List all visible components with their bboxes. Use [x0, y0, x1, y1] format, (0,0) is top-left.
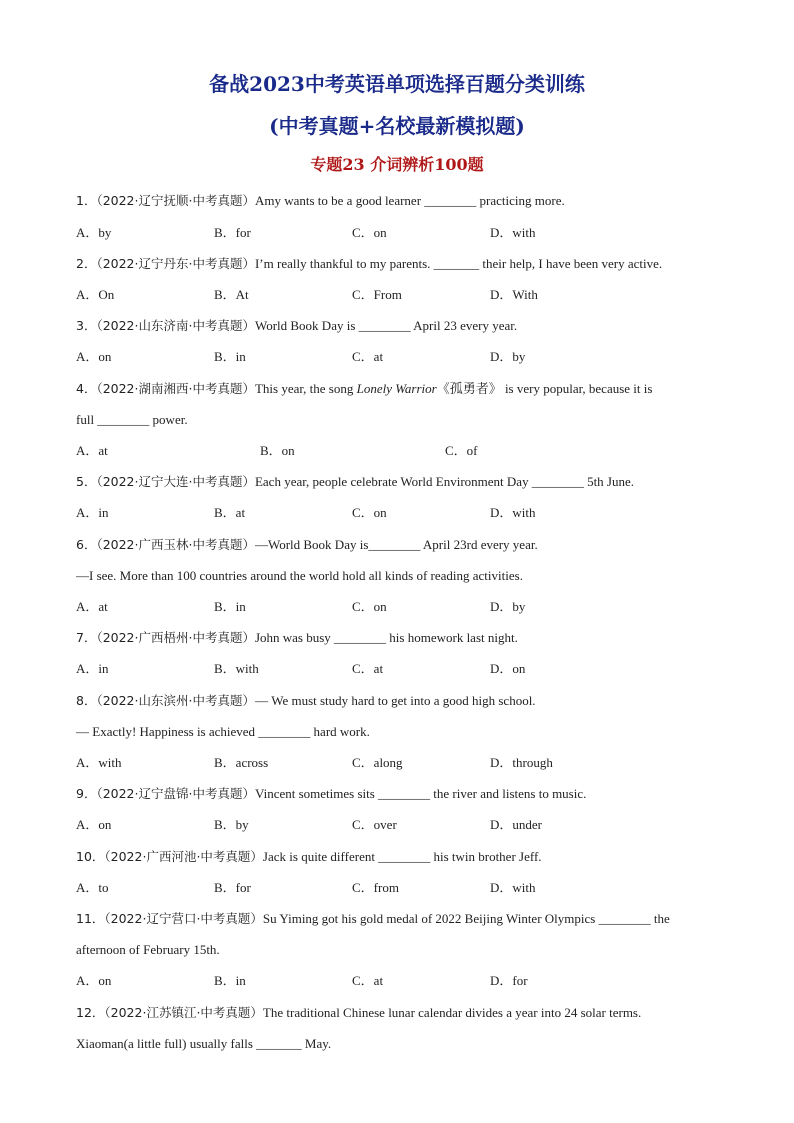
option-b[interactable]: B．across	[214, 755, 269, 770]
question-1	[76, 193, 565, 209]
question-source: 10．（2022·广西河池·中考真题）	[76, 849, 263, 864]
option-b[interactable]: B．in	[214, 349, 246, 364]
option-a[interactable]: A．on	[76, 973, 112, 988]
question-source: 12．（2022·江苏镇江·中考真题）	[76, 1005, 263, 1020]
option-b[interactable]: B．with	[214, 661, 259, 676]
option-d[interactable]: D．with	[490, 880, 536, 895]
question-source: 6．（2022·广西玉林·中考真题）	[76, 537, 255, 552]
option-d[interactable]: D．under	[490, 817, 542, 832]
option-a[interactable]: A．with	[76, 755, 122, 770]
option-c[interactable]: C．at	[352, 349, 384, 364]
option-c[interactable]: C．on	[352, 225, 387, 240]
option-c[interactable]: C．along	[352, 755, 403, 770]
option-d[interactable]: D．through	[490, 755, 553, 770]
option-d[interactable]: D．on	[490, 661, 526, 676]
option-d[interactable]: D．by	[490, 349, 526, 364]
question-9	[76, 786, 586, 802]
question-10	[76, 849, 542, 865]
question-8-line2: — Exactly! Happiness is achieved ________ hard work.	[76, 724, 370, 739]
question-text: Vincent sometimes sits ________ the river and listens to music.	[254, 786, 587, 801]
question-6	[76, 537, 538, 553]
option-d[interactable]: D．for	[490, 973, 528, 988]
option-a[interactable]: A．at	[76, 599, 108, 614]
option-a[interactable]: A．by	[76, 225, 112, 240]
question-4-line2: full ________ power.	[76, 412, 188, 427]
option-c[interactable]: C．on	[352, 505, 387, 520]
question-text: John was busy ________ his homework last night.	[254, 630, 518, 645]
option-b[interactable]: B．for	[214, 225, 251, 240]
question-source: 11．（2022·辽宁营口·中考真题）	[76, 911, 263, 926]
option-d[interactable]: D．With	[490, 287, 538, 302]
question-text: World Book Day is ________ April 23 every year.	[254, 318, 518, 333]
option-a[interactable]: A．to	[76, 880, 109, 895]
option-b[interactable]: B．by	[214, 817, 249, 832]
question-3	[76, 318, 517, 334]
option-c[interactable]: C．at	[352, 661, 384, 676]
option-a[interactable]: A．in	[76, 661, 109, 676]
question-text-start: This year, the song	[254, 381, 357, 396]
option-d[interactable]: D．with	[490, 225, 536, 240]
option-c[interactable]: C．from	[352, 880, 399, 895]
question-source: 5．（2022·辽宁大连·中考真题）	[76, 474, 255, 489]
question-source: 1．（2022·辽宁抚顺·中考真题）	[76, 193, 255, 208]
option-c[interactable]: C．of	[445, 443, 478, 458]
question-text: The traditional Chinese lunar calendar divides a year into 24 solar terms.	[262, 1005, 642, 1020]
option-b[interactable]: B．in	[214, 599, 246, 614]
question-source: 3．（2022·山东济南·中考真题）	[76, 318, 255, 333]
option-b[interactable]: B．on	[260, 443, 295, 458]
option-b[interactable]: B．for	[214, 880, 251, 895]
option-a[interactable]: A．in	[76, 505, 109, 520]
option-a[interactable]: A．on	[76, 349, 112, 364]
question-text-end: 《孤勇者》 is very popular, because it is	[436, 381, 653, 396]
option-b[interactable]: B．in	[214, 973, 246, 988]
question-11-line2: afternoon of February 15th.	[76, 942, 220, 957]
question-source: 2．（2022·辽宁丹东·中考真题）	[76, 256, 255, 271]
option-d[interactable]: D．with	[490, 505, 536, 520]
document-title: 备战2023中考英语单项选择百题分类训练	[209, 72, 585, 96]
question-5	[76, 474, 634, 490]
question-text: Each year, people celebrate World Environment Day ________ 5th June.	[254, 474, 635, 489]
question-8	[76, 693, 536, 709]
question-text: Su Yiming got his gold medal of 2022 Beijing Winter Olympics ________ the	[262, 911, 670, 926]
question-text: Amy wants to be a good learner ________ practicing more.	[254, 193, 565, 208]
song-title: Lonely Warrior	[356, 381, 437, 396]
option-a[interactable]: A．On	[76, 287, 115, 302]
document-title-sub: (中考真题+名校最新模拟题)	[269, 114, 525, 138]
topic-title: 专题23 介词辨析100题	[310, 155, 484, 174]
question-source: 4．（2022·湖南湘西·中考真题）	[76, 381, 255, 396]
option-b[interactable]: B．At	[214, 287, 249, 302]
question-text: —World Book Day is________ April 23rd every year.	[254, 537, 538, 552]
question-source: 7．（2022·广西梧州·中考真题）	[76, 630, 255, 645]
option-a[interactable]: A．on	[76, 817, 112, 832]
question-7	[76, 630, 518, 646]
option-d[interactable]: D．by	[490, 599, 526, 614]
question-11	[76, 911, 670, 927]
question-2	[76, 256, 662, 272]
question-source: 8．（2022·山东滨州·中考真题）	[76, 693, 255, 708]
question-text: Jack is quite different ________ his twin brother Jeff.	[262, 849, 542, 864]
option-c[interactable]: C．From	[352, 287, 402, 302]
question-text: I’m really thankful to my parents. _______ their help, I have been very active.	[254, 256, 663, 271]
question-source: 9．（2022·辽宁盘锦·中考真题）	[76, 786, 255, 801]
option-c[interactable]: C．at	[352, 973, 384, 988]
option-a[interactable]: A．at	[76, 443, 108, 458]
option-b[interactable]: B．at	[214, 505, 246, 520]
option-c[interactable]: C．over	[352, 817, 397, 832]
question-12-line2: Xiaoman(a little full) usually falls _______ May.	[76, 1036, 332, 1051]
question-text: — We must study hard to get into a good high school.	[254, 693, 536, 708]
question-4	[76, 381, 652, 397]
option-c[interactable]: C．on	[352, 599, 387, 614]
question-12	[76, 1005, 641, 1021]
question-6-line2: —I see. More than 100 countries around the world hold all kinds of reading activities.	[76, 568, 523, 583]
